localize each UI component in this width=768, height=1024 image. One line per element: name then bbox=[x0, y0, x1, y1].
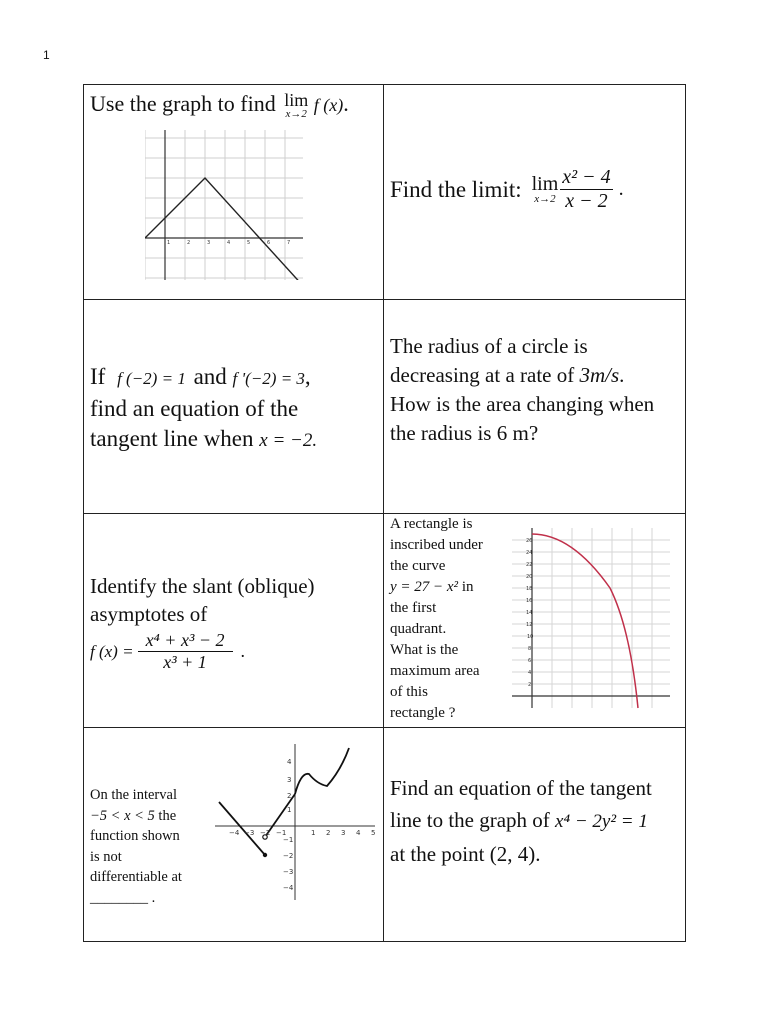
tick-label: 22 bbox=[526, 562, 533, 568]
tick-label: 2 bbox=[187, 240, 191, 246]
tick-label: −3 bbox=[283, 868, 294, 876]
tick-label: −2 bbox=[283, 852, 294, 860]
tick-label: 6 bbox=[528, 658, 532, 664]
tick-label: 6 bbox=[267, 240, 271, 246]
tick-label: −1 bbox=[283, 836, 294, 844]
tick-label: 10 bbox=[527, 634, 534, 640]
card-differentiability: On the interval −5 < x < 5 the function shown is not differentiable at ________ . −4 −3 −2 −1 1 2 3 4 5 4 3 2 1 −1 −2 −3 −4 bbox=[90, 728, 380, 940]
tick-label: 2 bbox=[326, 829, 331, 837]
tick-label: 1 bbox=[167, 240, 171, 246]
tick-label: 18 bbox=[526, 586, 533, 592]
tick-label: 3 bbox=[207, 240, 211, 246]
tick-label: 3 bbox=[341, 829, 346, 837]
tick-label: 4 bbox=[356, 829, 361, 837]
piecewise-function-graph bbox=[215, 740, 377, 900]
condition-2: f '(−2) = 3 bbox=[232, 369, 305, 388]
card1-fx: f (x) bbox=[313, 95, 344, 115]
parabola-curve bbox=[532, 534, 638, 708]
tick-label: 4 bbox=[227, 240, 231, 246]
tick-label: −2 bbox=[260, 829, 271, 837]
curve-right bbox=[295, 748, 349, 794]
tick-label: −3 bbox=[244, 829, 255, 837]
card-graph-limit: Use the graph to find lim x→2 f (x). 1 2 3 4 5 6 7 bbox=[90, 88, 380, 296]
card2-fraction: $\frac{\text{x² − 4}}{x - 2}$ bbox=[562, 166, 611, 212]
card-tangent-line: If f (−2) = 1 and f '(−2) = 3, find an equation of the tangent line when x = −2. bbox=[90, 364, 318, 451]
piecewise-graph bbox=[145, 130, 305, 280]
card-rectangle-area: A rectangle is inscribed under the curve y = 27 − x² in the first quadrant. What is the maximum area of this rectangle ? 26 24 22 20 18 16 14 12 10 8 6 4 2 bbox=[390, 514, 682, 726]
tick-label: −4 bbox=[229, 829, 240, 837]
tick-label: 5 bbox=[247, 240, 251, 246]
tick-label: 1 bbox=[311, 829, 316, 837]
page-number: 1 bbox=[43, 48, 50, 62]
tick-label: 2 bbox=[287, 792, 292, 800]
segment-left bbox=[219, 802, 265, 855]
card2-prompt: Find the limit: bbox=[390, 176, 522, 202]
tick-label: 14 bbox=[526, 610, 533, 616]
card1-prompt: Use the graph to find bbox=[90, 91, 276, 116]
tick-label: 5 bbox=[371, 829, 376, 837]
card2-limit: lim x→2 bbox=[531, 173, 559, 205]
card-find-limit: Find the limit: lim x→2 $\frac{\text{x² − 4}}{x - 2}$ . bbox=[390, 166, 624, 212]
card-circle-rate: The radius of a circle is decreasing at a rate of 3m/s. How is the area changing when the radius is 6 m? bbox=[390, 334, 655, 445]
closed-point bbox=[263, 853, 267, 857]
tick-label: 1 bbox=[287, 806, 292, 814]
tick-label: −1 bbox=[276, 829, 287, 837]
condition-1: f (−2) = 1 bbox=[117, 369, 186, 388]
parabola-graph bbox=[512, 528, 672, 714]
tick-label: −4 bbox=[283, 884, 294, 892]
implicit-equation: x⁴ − 2y² = 1 bbox=[555, 811, 648, 832]
tick-label: 26 bbox=[526, 538, 533, 544]
tick-label: 24 bbox=[526, 550, 533, 556]
card-slant-asymptote: Identify the slant (oblique) asymptotes of f (x) = $\frac{\text{x⁴ + x³ − 2}}{\text{x³ + 1}}$ . bbox=[90, 574, 315, 672]
tick-label: 7 bbox=[287, 240, 291, 246]
tick-label: 20 bbox=[526, 574, 533, 580]
rational-function: $\frac{\text{x⁴ + x³ − 2}}{\text{x³ + 1}}$ bbox=[138, 630, 233, 673]
tick-label: 2 bbox=[528, 682, 532, 688]
card-implicit-tangent: Find an equation of the tangent line to the graph of x⁴ − 2y² = 1 at the point (2, 4). bbox=[390, 776, 652, 866]
tick-label: 8 bbox=[528, 646, 532, 652]
tick-label: 4 bbox=[528, 670, 532, 676]
tick-label: 12 bbox=[526, 622, 533, 628]
tick-label: 16 bbox=[526, 598, 533, 604]
tick-label: 4 bbox=[287, 758, 292, 766]
tick-label: 3 bbox=[287, 776, 292, 784]
card1-limit: lim x→2 bbox=[284, 90, 309, 121]
